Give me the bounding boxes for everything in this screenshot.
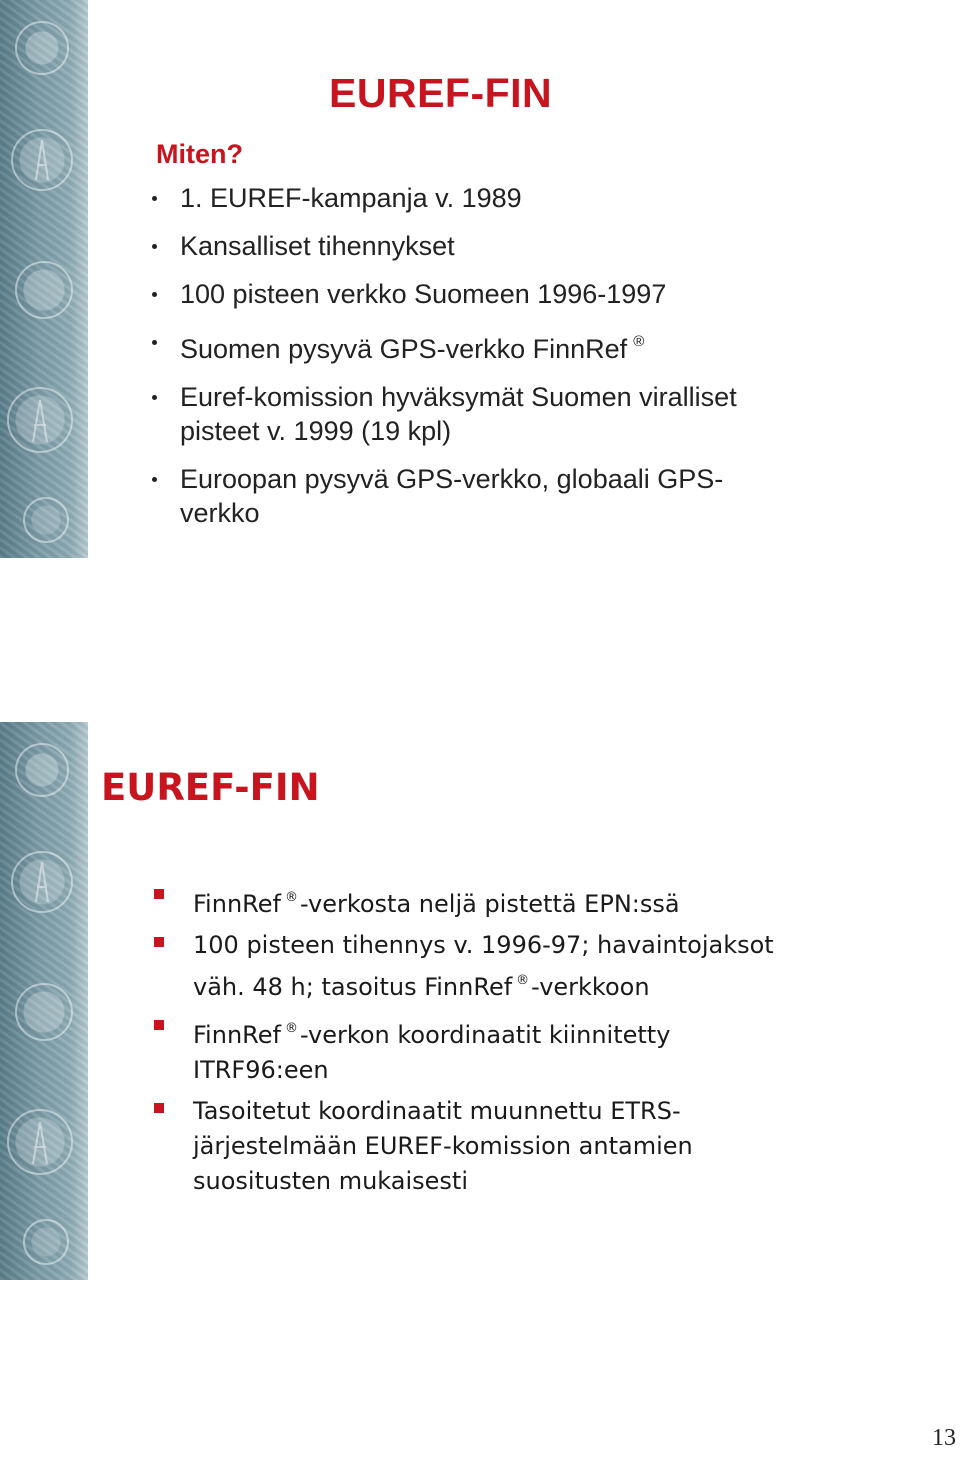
list-item: Tasoitetut koordinaatit muunnettu ETRS-järjestelmään EUREF-komission antamien suositusten mukaisesti	[153, 1094, 793, 1199]
list-item: FinnRef ®-verkon koordinaatit kiinnitetty ITRF96:een	[153, 1011, 793, 1088]
bullet-list	[153, 880, 793, 1205]
list-item: 1. EUREF-kampanja v. 1989	[152, 181, 752, 215]
list-item: Kansalliset tihennykset	[152, 229, 752, 263]
page-number: 13	[932, 1425, 956, 1451]
list-item: 100 pisteen tihennys v. 1996-97; havaintojaksot väh. 48 h; tasoitus FinnRef ®-verkkoon	[153, 928, 793, 1005]
decorative-seal-strip	[0, 0, 88, 558]
bullet-dot-icon	[152, 395, 157, 400]
bullet-square-icon	[154, 937, 164, 947]
registered-mark-icon: ®	[633, 333, 645, 350]
bullet-list	[152, 181, 752, 544]
bullet-dot-icon	[152, 196, 157, 201]
decorative-seal-strip	[0, 722, 88, 1280]
slide-subtitle: Miten?	[156, 139, 243, 169]
slide-title: EUREF-FIN	[101, 766, 320, 809]
list-item: Euroopan pysyvä GPS-verkko, globaali GPS-verkko	[152, 462, 752, 530]
list-item: Suomen pysyvä GPS-verkko FinnRef ®	[152, 325, 752, 366]
bullet-square-icon	[154, 889, 164, 899]
bullet-dot-icon	[152, 477, 157, 482]
seal-pattern-icon	[0, 722, 88, 1280]
registered-mark-icon: ®	[284, 890, 298, 905]
registered-mark-icon: ®	[516, 973, 530, 988]
bullet-square-icon	[154, 1103, 164, 1113]
slide-title: EUREF-FIN	[329, 70, 553, 116]
seal-pattern-icon	[0, 0, 88, 558]
slide-1	[0, 0, 960, 558]
list-item: FinnRef ®-verkosta neljä pistettä EPN:ssä	[153, 880, 793, 922]
list-item: Euref-komission hyväksymät Suomen viralliset pisteet v. 1999 (19 kpl)	[152, 380, 752, 448]
bullet-square-icon	[154, 1020, 164, 1030]
list-item: 100 pisteen verkko Suomeen 1996-1997	[152, 277, 752, 311]
bullet-dot-icon	[152, 244, 157, 249]
bullet-dot-icon	[152, 340, 157, 345]
registered-mark-icon: ®	[284, 1021, 298, 1036]
bullet-dot-icon	[152, 292, 157, 297]
